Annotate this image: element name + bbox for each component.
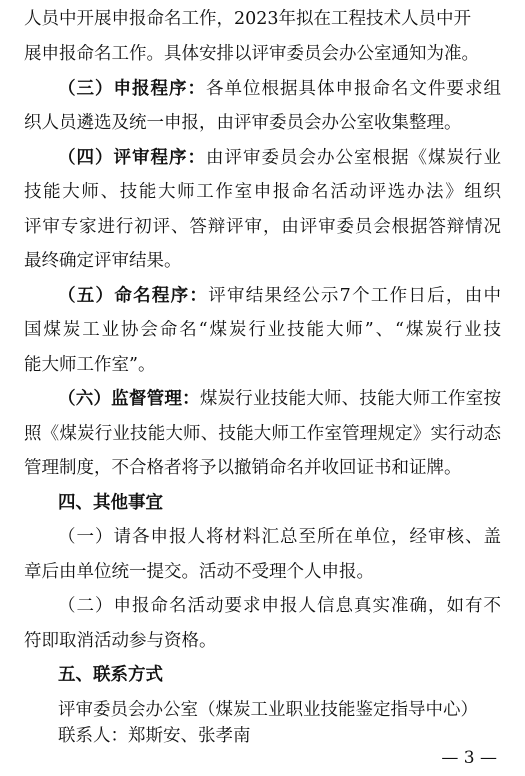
paragraph-line: 能大师工作室”。 <box>24 355 156 375</box>
page-number: — 3 — <box>441 748 497 768</box>
paragraph-line: 评审专家进行初评、答辩评审，由评审委员会根据答辩情况 <box>24 217 501 237</box>
paragraph-line: 人员中开展申报命名工作，2023年拟在工程技术人员中开 <box>24 9 472 29</box>
paragraph-line: 国煤炭工业协会命名“煤炭行业技能大师”、“煤炭行业技 <box>24 320 501 340</box>
paragraph-line: 符即取消活动参与资格。 <box>24 631 217 651</box>
item-heading: （六）监督管理： <box>58 389 200 409</box>
paragraph-line: 展申报命名工作。具体安排以评审委员会办公室通知为准。 <box>24 44 479 64</box>
item-heading: （五）命名程序： <box>58 286 209 306</box>
contact-persons: 联系人：郑斯安、张孝南 <box>58 726 251 746</box>
paragraph-line: （二）申报命名活动要求申报人信息真实准确，如有不 <box>58 596 501 616</box>
paragraph-line: 章后由单位统一提交。活动不受理个人申报。 <box>24 562 374 582</box>
item-three <box>0 77 525 101</box>
paragraph-line: 技能大师、技能大师工作室申报命名活动评选办法》组织 <box>24 182 501 202</box>
item-text: 煤炭行业技能大师、技能大师工作室按 <box>199 389 502 409</box>
item-text: 由评审委员会办公室根据《煤炭行业 <box>206 148 501 168</box>
item-text: 评审结果经公示7个工作日后，由中 <box>208 286 501 306</box>
section-heading: 五、联系方式 <box>58 665 163 685</box>
paragraph-line: 织人员遴选及统一申报，由评审委员会办公室收集整理。 <box>24 113 462 133</box>
item-five <box>0 284 525 308</box>
paragraph-line: （一）请各申报人将材料汇总至所在单位，经审核、盖 <box>58 527 501 547</box>
item-heading: （三）申报程序： <box>58 79 206 99</box>
item-four <box>0 146 525 170</box>
item-heading: （四）评审程序： <box>58 148 206 168</box>
item-six <box>0 387 525 411</box>
paragraph-line: 最终确定评审结果。 <box>24 251 182 271</box>
paragraph-line: 照《煤炭行业技能大师、技能大师工作室管理规定》实行动态 <box>24 424 501 444</box>
paragraph-line: 管理制度，不合格者将予以撤销命名并收回证书和证牌。 <box>24 458 462 478</box>
section-heading: 四、其他事宜 <box>58 493 163 513</box>
item-text: 各单位根据具体申报命名文件要求组 <box>206 79 501 99</box>
contact-office: 评审委员会办公室（煤炭工业职业技能鉴定指导中心） <box>58 700 478 720</box>
